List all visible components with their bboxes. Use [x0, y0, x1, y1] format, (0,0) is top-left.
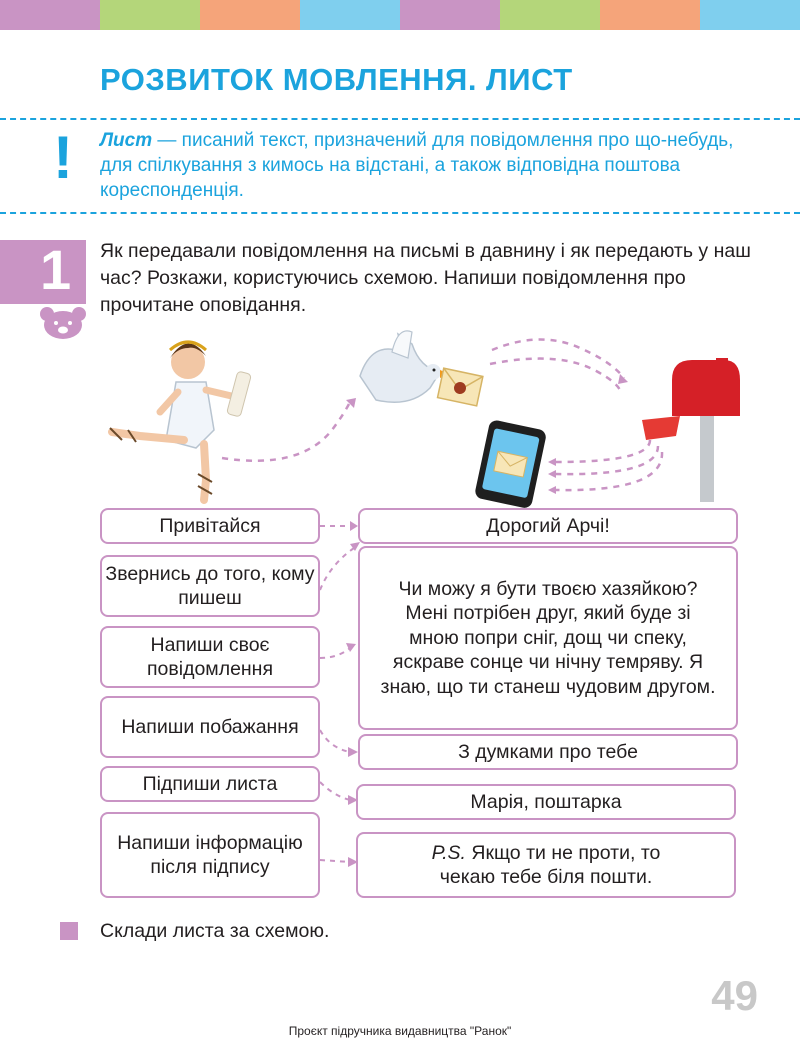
scheme-step: Звернись до того, кому пишеш	[100, 555, 320, 617]
scheme-step: Привітайся	[100, 508, 320, 544]
exclamation-icon: !	[53, 124, 73, 191]
phone	[474, 419, 547, 509]
stripe	[400, 0, 500, 30]
letter-signature: Марія, поштарка	[356, 784, 736, 820]
divider-top	[0, 118, 800, 120]
scheme-step: Напиши побажання	[100, 696, 320, 758]
divider-bottom	[0, 212, 800, 214]
ps-label: P.S.	[431, 841, 466, 864]
stripe	[600, 0, 700, 30]
letter-body: Чи можу я бути твоєю хазяйкою? Мені потрібен друг, який буде зі мною попри сніг, дощ чи спеку, яскраве сонце чи нічну темряву. Я знаю, що ти станеш чудовим другом.	[358, 546, 738, 730]
task-marker	[60, 922, 78, 940]
stripe	[0, 0, 100, 30]
bear-icon	[40, 305, 86, 339]
messenger-figure	[110, 342, 251, 500]
illustration-arrowheads	[346, 374, 628, 494]
stripe	[100, 0, 200, 30]
color-stripes	[0, 0, 800, 30]
stripe	[200, 0, 300, 30]
letter-postscript	[356, 832, 736, 898]
task-number: 1	[40, 238, 72, 301]
page-number: 49	[711, 972, 758, 1019]
illustration-arrows	[222, 339, 662, 490]
task-text: Як передавали повідомлення на письмі в давнину і як передають у наш час? Розкажи, користуючись схемою. Напиши повідомлення про прочитане оповідання.	[100, 240, 751, 316]
scheme-step: Напиши інформацію після підпису	[100, 812, 320, 898]
footer: Проєкт підручника видавництва "Ранок"	[288, 1024, 512, 1038]
scheme-step: Напиши своє повідомлення	[100, 626, 320, 688]
page-title: РОЗВИТОК МОВЛЕННЯ. ЛИСТ	[100, 62, 573, 97]
stripe	[300, 0, 400, 30]
definition	[100, 128, 760, 203]
definition-text: — писаний текст, призначений для повідомлення про що-небудь, для спілкування з кимось на відстані, а також відповідна поштова кореспонденція.	[100, 130, 734, 201]
scheme-connectors	[320, 526, 354, 862]
stripe	[700, 0, 800, 30]
final-task: Склади листа за схемою.	[100, 920, 330, 942]
ps-text: Якщо ти не проти, то чекаю тебе біля пошти.	[439, 841, 661, 888]
scheme-step: Підпиши листа	[100, 766, 320, 802]
letter-greeting: Дорогий Арчі!	[358, 508, 738, 544]
definition-term: Лист	[100, 130, 153, 151]
stripe	[500, 0, 600, 30]
letter-wish: З думками про тебе	[358, 734, 738, 770]
letter-envelope	[438, 368, 483, 406]
dove	[360, 331, 450, 402]
mailbox	[642, 358, 740, 502]
